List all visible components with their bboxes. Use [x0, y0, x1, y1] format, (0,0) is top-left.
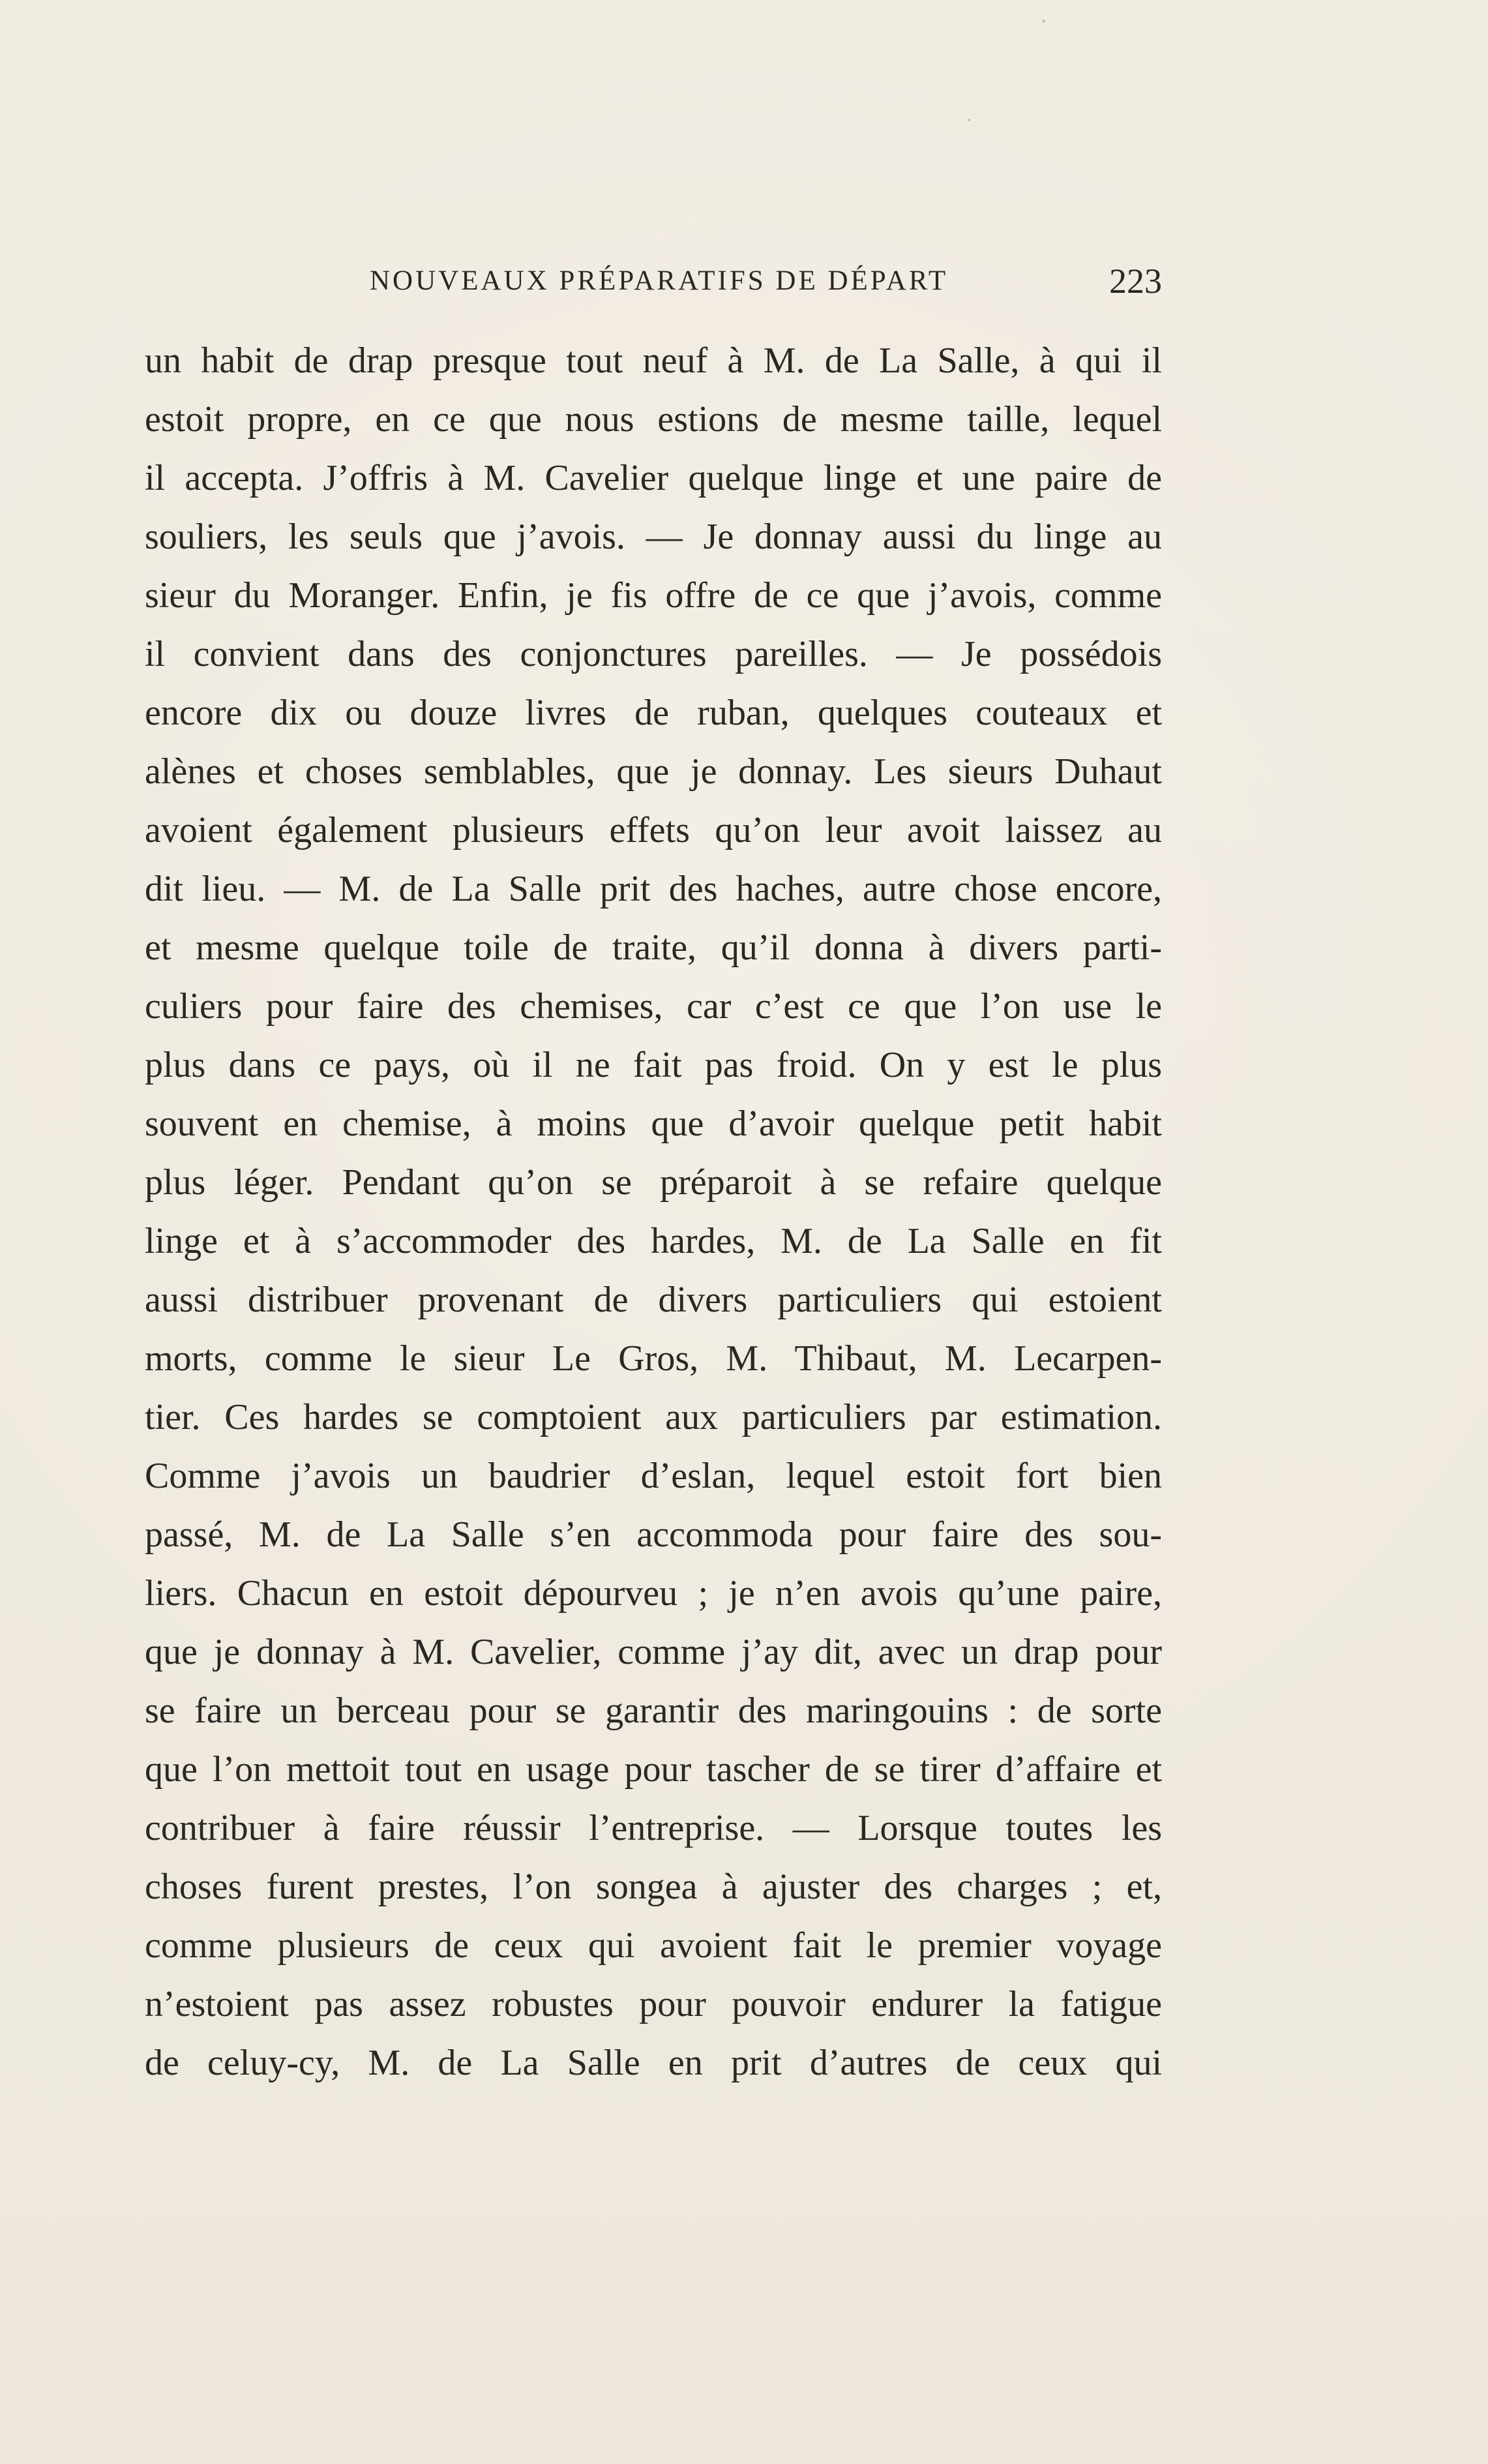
- text-line: souvent en chemise, à moins que d’avoir quelque petit habit: [145, 1104, 1162, 1144]
- page-header: [145, 262, 1162, 314]
- text-line: estoit propre, en ce que nous estions de mesme taille, lequel: [145, 399, 1162, 440]
- text-line: se faire un berceau pour se garantir des maringouins : de sorte: [145, 1690, 1162, 1731]
- text-line: aussi distribuer provenant de divers particuliers qui estoient: [145, 1280, 1162, 1320]
- text-line: que l’on mettoit tout en usage pour tascher de se tirer d’affaire et: [145, 1749, 1162, 1790]
- text-line: tier. Ces hardes se comptoient aux particuliers par estimation.: [145, 1397, 1162, 1437]
- text-line: il accepta. J’offris à M. Cavelier quelque linge et une paire de: [145, 458, 1162, 498]
- text-line: souliers, les seuls que j’avois. — Je donnay aussi du linge au: [145, 517, 1162, 557]
- text-line: morts, comme le sieur Le Gros, M. Thibaut, M. Lecarpen-: [145, 1338, 1162, 1379]
- text-line: il convient dans des conjonctures pareilles. — Je possédois: [145, 634, 1162, 674]
- paper-speck: [1042, 20, 1045, 23]
- text-line: n’estoient pas assez robustes pour pouvoir endurer la fatigue: [145, 1984, 1162, 2024]
- text-line: et mesme quelque toile de traite, qu’il donna à divers parti-: [145, 927, 1162, 968]
- text-line: sieur du Moranger. Enfin, je fis offre de ce que j’avois, comme: [145, 575, 1162, 616]
- text-line: plus léger. Pendant qu’on se préparoit à se refaire quelque: [145, 1162, 1162, 1203]
- text-line: linge et à s’accommoder des hardes, M. de La Salle en fit: [145, 1221, 1162, 1261]
- running-title: NOUVEAUX PRÉPARATIFS DE DÉPART: [370, 265, 949, 296]
- text-line: plus dans ce pays, où il ne fait pas froid. On y est le plus: [145, 1045, 1162, 1085]
- text-line: liers. Chacun en estoit dépourveu ; je n’en avois qu’une paire,: [145, 1573, 1162, 1614]
- text-line: avoient également plusieurs effets qu’on leur avoit laissez au: [145, 810, 1162, 850]
- text-line: que je donnay à M. Cavelier, comme j’ay dit, avec un drap pour: [145, 1632, 1162, 1672]
- text-line: Comme j’avois un baudrier d’eslan, lequel estoit fort bien: [145, 1456, 1162, 1496]
- text-line: contribuer à faire réussir l’entreprise. — Lorsque toutes les: [145, 1808, 1162, 1848]
- paper-speck: [968, 119, 970, 121]
- text-line: de celuy-cy, M. de La Salle en prit d’autres de ceux qui: [145, 2043, 1162, 2083]
- text-line: comme plusieurs de ceux qui avoient fait le premier voyage: [145, 1925, 1162, 1966]
- body-text: [145, 331, 1162, 2099]
- text-line: dit lieu. — M. de La Salle prit des haches, autre chose encore,: [145, 869, 1162, 909]
- text-line: passé, M. de La Salle s’en accommoda pour faire des sou-: [145, 1514, 1162, 1555]
- text-line: choses furent prestes, l’on songea à ajuster des charges ; et,: [145, 1867, 1162, 1907]
- text-line: culiers pour faire des chemises, car c’est ce que l’on use le: [145, 986, 1162, 1027]
- text-line: alènes et choses semblables, que je donnay. Les sieurs Duhaut: [145, 751, 1162, 792]
- text-line: un habit de drap presque tout neuf à M. de La Salle, à qui il: [145, 340, 1162, 381]
- page-number: 223: [1109, 262, 1162, 301]
- text-line: encore dix ou douze livres de ruban, quelques couteaux et: [145, 693, 1162, 733]
